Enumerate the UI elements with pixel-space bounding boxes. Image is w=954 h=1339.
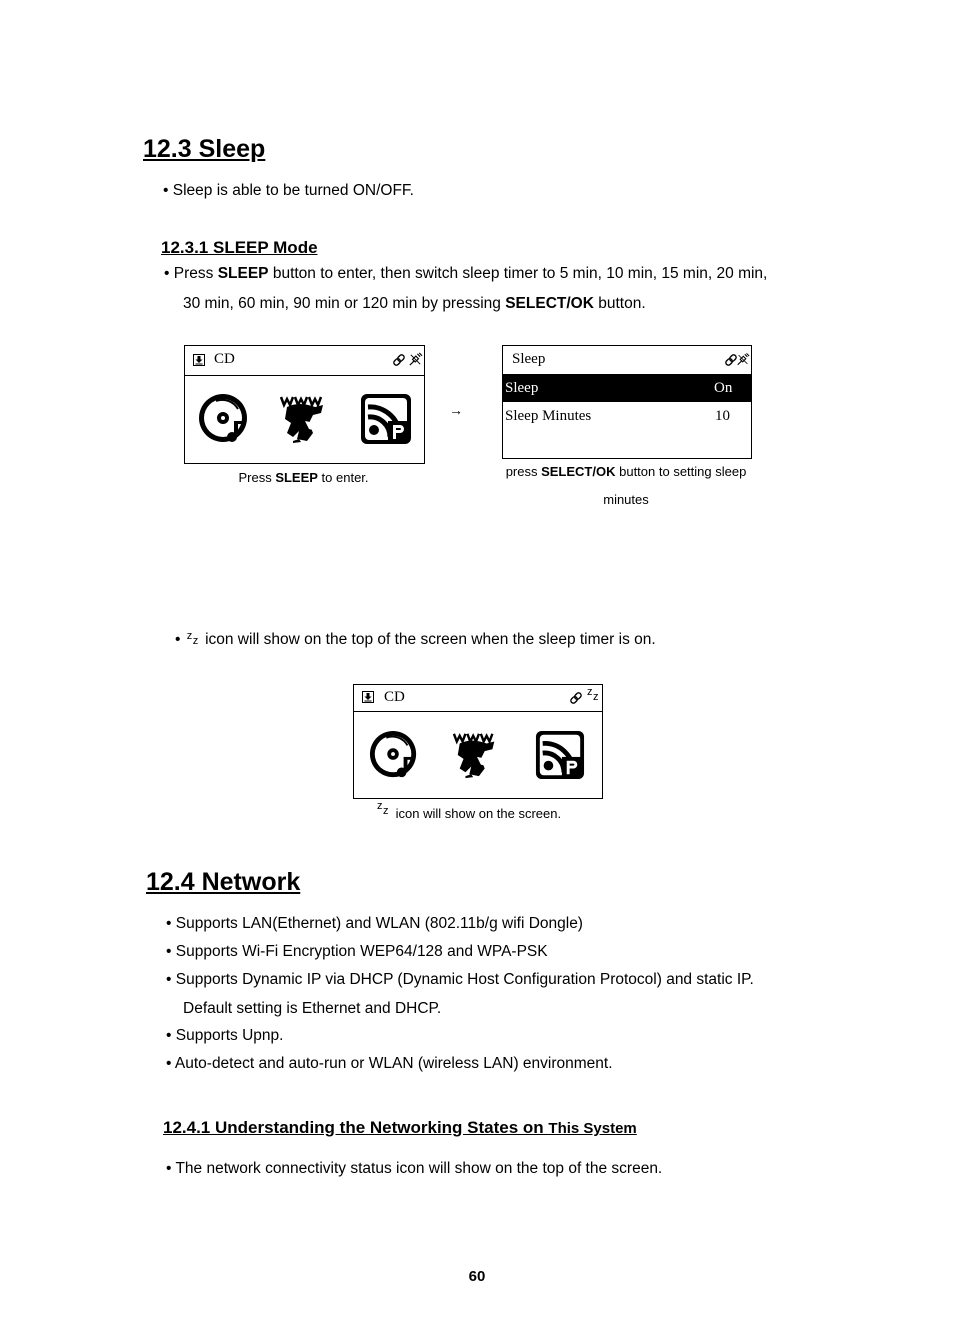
bullet-text: Supports Wi-Fi Encryption WEP64/128 and WPA-PSK: [175, 943, 548, 960]
caption-sleep-icon-shown: [376, 800, 562, 821]
bullet: •: [175, 631, 181, 648]
keyword-sleep: SLEEP: [217, 265, 269, 282]
cd-music-icon: [369, 730, 419, 780]
download-icon: [362, 691, 374, 703]
menu-row-sleep-minutes[interactable]: [503, 403, 751, 430]
keyword-select-ok: SELECT/OK: [541, 464, 616, 479]
screen-source-label: CD: [214, 351, 235, 367]
keyword-select-ok: SELECT/OK: [505, 295, 594, 312]
text-run: button.: [593, 295, 646, 312]
sleep-intro-text: Sleep is able to be turned ON/OFF.: [172, 182, 414, 199]
sleep-mode-line-2: [183, 294, 646, 314]
text-run: Press: [238, 470, 276, 485]
network-bullet-3-cont: Default setting is Ethernet and DHCP.: [183, 1000, 442, 1017]
device-screen-sleep-on: [353, 684, 603, 799]
screen-source-label: CD: [384, 689, 405, 705]
network-bullet-2: [166, 942, 548, 962]
screen-status-bar: [354, 685, 602, 712]
menu-row-value: On: [714, 380, 733, 396]
link-icon: [569, 691, 583, 705]
subsection-heading-sleep-mode: 12.3.1 SLEEP Mode: [161, 238, 318, 257]
sleep-timer-icon: z z: [587, 686, 599, 703]
sleep-timer-icon: z z: [377, 800, 389, 817]
network-bullet-5: [166, 1054, 613, 1074]
bullet: •: [166, 1055, 172, 1072]
text-run: 30 min, 60 min, 90 min or 120 min by pressing: [183, 295, 506, 312]
menu-row-value: 10: [715, 408, 730, 424]
bullet-text: Supports Dynamic IP via DHCP (Dynamic Host Configuration Protocol) and static IP.: [175, 971, 754, 988]
network-bullet-4: [166, 1026, 283, 1046]
podcast-icon: [360, 393, 412, 445]
screen-title-bar: [503, 346, 751, 375]
page-number: 60: [468, 1268, 486, 1285]
sleep-intro-bullet: [163, 181, 414, 201]
bullet-text: Supports Upnp.: [175, 1027, 284, 1044]
caption-press-sleep: [184, 470, 423, 485]
bullet: •: [166, 1027, 172, 1044]
menu-row-label: Sleep: [505, 380, 539, 396]
screen-status-bar: [185, 346, 424, 376]
bullet: •: [166, 1160, 172, 1177]
section-heading-network: 12.4 Network: [146, 868, 301, 896]
network-status-note-text: The network connectivity status icon will show on the top of the screen.: [175, 1160, 663, 1177]
bullet: •: [166, 943, 172, 960]
bullet-text: Auto-detect and auto-run or WLAN (wireless LAN) environment.: [174, 1055, 613, 1072]
www-internet-radio-icon: [452, 730, 502, 780]
caption-press-select-ok: [486, 464, 766, 479]
cd-music-icon: [198, 393, 250, 445]
network-bullet-3: [166, 970, 754, 990]
text-run: button to setting sleep: [615, 464, 747, 479]
subsection-heading-networking-states: [163, 1118, 637, 1138]
menu-row-label: Sleep Minutes: [505, 408, 592, 424]
device-screen-sleep-menu: [502, 345, 752, 459]
arrow-right-icon: →: [449, 402, 463, 418]
sleep-timer-icon-note: [175, 630, 656, 650]
podcast-icon: [535, 730, 585, 780]
network-disconnected-icon: [408, 352, 423, 367]
bullet-text: Supports LAN(Ethernet) and WLAN (802.11b/g wifi Dongle): [175, 915, 583, 932]
text-run: Press: [173, 265, 218, 282]
text-run: to enter.: [317, 470, 369, 485]
sleep-timer-icon: z z: [186, 630, 199, 647]
sleep-mode-line-1: [164, 264, 767, 284]
sleep-timer-note-text: icon will show on the top of the screen when the sleep timer is on.: [205, 631, 656, 648]
network-bullet-1: [166, 914, 583, 934]
bullet: •: [164, 265, 170, 282]
text-run: 12.4.1 Understanding the Networking States on: [163, 1118, 549, 1137]
network-status-note: [166, 1159, 662, 1179]
section-heading-sleep: 12.3 Sleep: [143, 135, 266, 163]
bullet: •: [166, 971, 172, 988]
menu-row-sleep[interactable]: [503, 375, 751, 402]
caption-text: icon will show on the screen.: [395, 806, 562, 821]
text-run: This System: [548, 1120, 637, 1137]
www-internet-radio-icon: [279, 393, 331, 445]
bullet: •: [163, 182, 169, 199]
text-run: press: [505, 464, 542, 479]
caption-press-select-ok-cont: minutes: [603, 492, 649, 507]
screen-title: Sleep: [512, 351, 546, 367]
text-run: button to enter, then switch sleep timer to 5 min, 10 min, 15 min, 20 min,: [268, 265, 768, 282]
network-disconnected-icon: [736, 352, 750, 367]
bullet: •: [166, 915, 172, 932]
device-screen-home: [184, 345, 425, 464]
download-icon: [193, 354, 205, 366]
keyword-sleep: SLEEP: [275, 470, 318, 485]
link-icon: [392, 353, 406, 367]
